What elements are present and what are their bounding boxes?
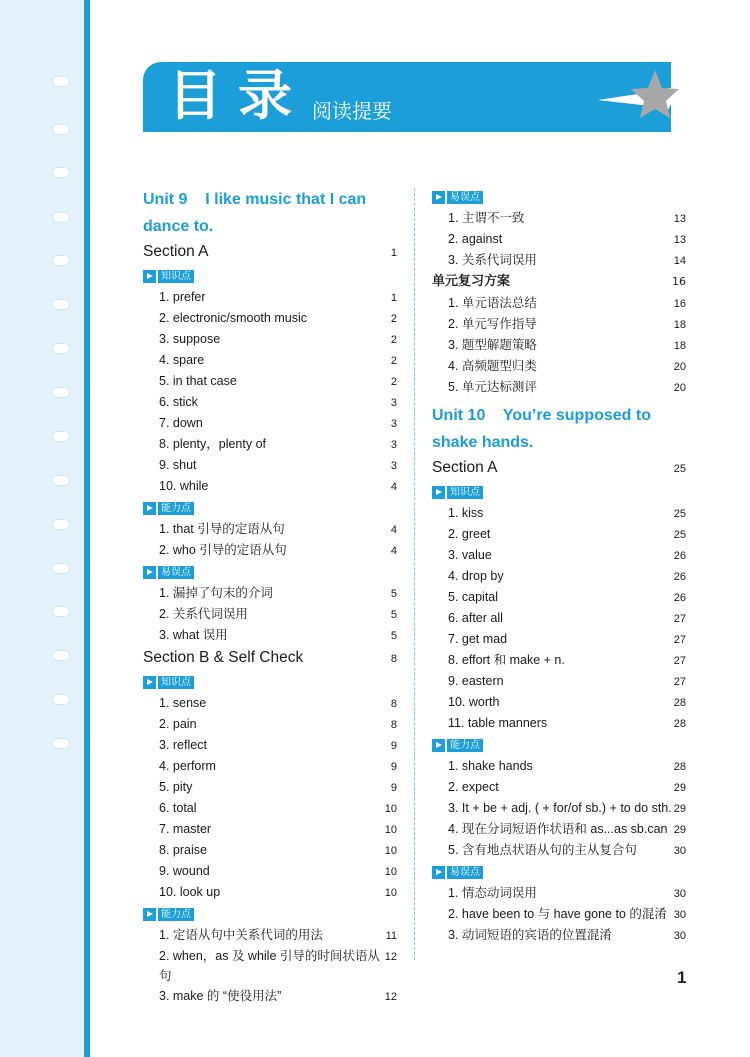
entry-page: 27 [673, 655, 686, 667]
entry-text: 10. look up [159, 885, 221, 899]
toc-entry[interactable] [432, 587, 686, 608]
section-a-heading[interactable] [432, 456, 686, 481]
entry-page: 13 [673, 213, 686, 225]
toc-entry[interactable] [143, 583, 397, 604]
entry-page: 30 [673, 845, 686, 857]
entry-page: 14 [673, 255, 686, 267]
toc-entry[interactable] [143, 714, 397, 735]
toc-entry[interactable] [143, 329, 397, 350]
binder-ring [52, 519, 70, 530]
toc-entry[interactable] [143, 798, 397, 819]
entry-text: 5. in that case [159, 374, 237, 388]
section-page: 8 [390, 653, 397, 665]
entry-text: 1. 定语从句中关系代词的用法 [159, 928, 323, 942]
entry-text: 1. shake hands [448, 759, 533, 773]
toc-entry[interactable] [432, 904, 686, 925]
unit-10-title [432, 402, 686, 456]
toc-entry[interactable] [432, 314, 686, 335]
tag-row [432, 186, 686, 208]
entry-page: 29 [673, 824, 686, 836]
entry-page: 29 [673, 782, 686, 794]
toc-entry[interactable] [143, 371, 397, 392]
entry-page: 26 [673, 571, 686, 583]
entry-text: 2. against [448, 232, 503, 246]
toc-entry[interactable] [432, 566, 686, 587]
entry-page: 10 [384, 803, 397, 815]
entry-text: 6. total [159, 801, 197, 815]
section-page: 25 [673, 463, 686, 475]
toc-entry[interactable] [432, 798, 686, 819]
section-title: Section A [143, 243, 209, 260]
entry-page: 25 [673, 529, 686, 541]
unit-10-title-line2: shake hands. [432, 434, 534, 451]
entry-page: 12 [384, 991, 397, 1003]
entry-page: 30 [673, 930, 686, 942]
binder-ring [52, 124, 70, 135]
unit-9-sections [143, 240, 397, 1007]
entry-text: 4. 现在分词短语作状语和 as...as sb.can [448, 822, 668, 836]
entry-text: 4. drop by [448, 569, 504, 583]
entry-text: 7. down [159, 416, 203, 430]
review-page: 16 [672, 275, 686, 288]
entry-text: 9. wound [159, 864, 210, 878]
toc-entry[interactable] [432, 208, 686, 229]
entry-page: 3 [390, 439, 397, 451]
entry-page: 3 [390, 397, 397, 409]
entry-page: 18 [673, 319, 686, 331]
entry-page: 30 [673, 888, 686, 900]
toc-entry[interactable] [432, 756, 686, 777]
entry-page: 4 [390, 545, 397, 557]
entry-text: 7. get mad [448, 632, 508, 646]
toc-entry[interactable] [432, 335, 686, 356]
toc-entry[interactable] [432, 840, 686, 861]
entry-text: 8. plenty，plenty of [159, 437, 267, 451]
toc-entry[interactable] [143, 693, 397, 714]
entry-text: 3. 关系代词误用 [448, 253, 537, 267]
tag-row [143, 497, 397, 519]
entry-page: 28 [673, 697, 686, 709]
entry-page: 8 [390, 719, 397, 731]
toc-entry[interactable] [143, 819, 397, 840]
binder-ring [52, 694, 70, 705]
entry-page: 20 [673, 382, 686, 394]
binder-ring [52, 343, 70, 354]
toc-entry[interactable] [432, 713, 686, 734]
tag-label: 易误点 [447, 866, 483, 879]
entry-text: 5. pity [159, 780, 193, 794]
toc-entry[interactable] [143, 287, 397, 308]
toc-left-column [143, 186, 397, 1007]
entry-page: 2 [390, 313, 397, 325]
entry-text: 2. 单元写作指导 [448, 317, 537, 331]
entry-page: 8 [390, 698, 397, 710]
toc-entry[interactable] [432, 377, 686, 398]
entry-page: 9 [390, 782, 397, 794]
entry-page: 13 [673, 234, 686, 246]
entry-page: 11 [385, 930, 397, 942]
entry-text: 1. 单元语法总结 [448, 296, 537, 310]
entry-text: 4. 高频题型归类 [448, 359, 537, 373]
play-arrow-icon [143, 566, 156, 579]
unit-10-title-line1: Unit 10 You’re supposed to [432, 407, 651, 424]
toc-entry[interactable] [143, 434, 397, 455]
entry-text: 3. make 的 “使役用法” [159, 989, 282, 1003]
toc-entry[interactable] [432, 229, 686, 250]
play-arrow-icon [432, 191, 445, 204]
entry-text: 7. master [159, 822, 212, 836]
entry-page: 4 [390, 524, 397, 536]
toc-entry[interactable] [143, 735, 397, 756]
binder-strip [0, 0, 90, 1057]
toc-entry[interactable] [143, 308, 397, 329]
binder-ring [52, 255, 70, 266]
section-page: 1 [390, 247, 397, 259]
toc-entry[interactable] [432, 356, 686, 377]
entry-page: 10 [384, 866, 397, 878]
toc-entry[interactable] [143, 986, 397, 1007]
toc-entry[interactable] [143, 413, 397, 434]
binder-ring [52, 299, 70, 310]
tag-row [143, 265, 397, 287]
toc-entry[interactable] [143, 604, 397, 625]
entry-page: 4 [390, 481, 397, 493]
entry-page: 5 [390, 588, 397, 600]
tag-row [143, 671, 397, 693]
binder-ring [52, 167, 70, 178]
toc-entry[interactable] [143, 625, 397, 646]
entry-page: 12 [384, 951, 397, 963]
binder-ring [52, 563, 70, 574]
toc-entry[interactable] [432, 650, 686, 671]
entry-page: 1 [390, 292, 397, 304]
entry-page: 2 [390, 376, 397, 388]
tag-label: 能力点 [158, 908, 194, 921]
entry-text: 2. have been to 与 have gone to 的混淆 [448, 907, 667, 921]
toc-entry[interactable] [432, 608, 686, 629]
entry-text: 2. 关系代词误用 [159, 607, 248, 621]
unit-9-continued [432, 186, 686, 271]
play-arrow-icon [432, 739, 445, 752]
entry-page: 26 [673, 550, 686, 562]
entry-text: 2. greet [448, 527, 491, 541]
entry-page: 30 [673, 909, 686, 921]
entry-text: 3. 题型解题策略 [448, 338, 537, 352]
entry-text: 5. 含有地点状语从句的主从复合句 [448, 843, 637, 857]
entry-text: 3. It + be + adj. ( + for/of sb.) + to do sth. [448, 801, 672, 815]
entry-page: 26 [673, 592, 686, 604]
page-subtitle: 阅读提要 [312, 99, 392, 123]
tag-label: 易误点 [158, 566, 194, 579]
entry-page: 9 [390, 740, 397, 752]
entry-text: 5. capital [448, 590, 499, 604]
review-title: 单元复习方案 [432, 274, 511, 289]
toc-entry[interactable] [432, 925, 686, 946]
unit-10-groups [432, 481, 686, 946]
toc-entry[interactable] [143, 476, 397, 497]
entry-page: 25 [673, 508, 686, 520]
entry-page: 3 [390, 418, 397, 430]
entry-text: 1. 漏掉了句末的介词 [159, 586, 273, 600]
toc-entry[interactable] [432, 777, 686, 798]
entry-page: 2 [390, 334, 397, 346]
column-divider [414, 188, 415, 960]
tag-label: 能力点 [158, 502, 194, 515]
entry-text: 1. prefer [159, 290, 206, 304]
tag-label: 知识点 [158, 676, 194, 689]
review-heading[interactable] [432, 271, 686, 293]
entry-page: 27 [673, 676, 686, 688]
toc-entry[interactable] [143, 519, 397, 540]
binder-ring [52, 650, 70, 661]
entry-page: 10 [384, 824, 397, 836]
entry-text: 4. perform [159, 759, 216, 773]
unit-9-title-line1: Unit 9 I like music that I can [143, 191, 367, 208]
play-arrow-icon [143, 270, 156, 283]
entry-text: 3. what 误用 [159, 628, 228, 642]
toc-entry[interactable] [143, 455, 397, 476]
binder-ring [52, 431, 70, 442]
entry-page: 20 [673, 361, 686, 373]
tag-row [143, 561, 397, 583]
entry-text: 3. suppose [159, 332, 221, 346]
entry-text: 4. spare [159, 353, 205, 367]
play-arrow-icon [143, 676, 156, 689]
entry-text: 10. while [159, 479, 209, 493]
entry-text: 2. expect [448, 780, 499, 794]
toc-entry[interactable] [432, 671, 686, 692]
unit-9-title [143, 186, 397, 240]
unit-9-title-line2: dance to. [143, 218, 214, 235]
toc-entry[interactable] [143, 840, 397, 861]
toc-entry[interactable] [432, 692, 686, 713]
entry-text: 2. who 引导的定语从句 [159, 543, 287, 557]
entry-text: 8. effort 和 make + n. [448, 653, 565, 667]
section-heading[interactable] [143, 646, 397, 671]
binder-ring [52, 475, 70, 486]
entry-page: 29 [673, 803, 686, 815]
entry-page: 5 [390, 630, 397, 642]
section-title: Section B & Self Check [143, 649, 304, 666]
tag-row [143, 903, 397, 925]
review-items [432, 293, 686, 398]
page-number: 1 [677, 968, 687, 987]
entry-text: 2. pain [159, 717, 197, 731]
binder-ring [52, 212, 70, 223]
entry-text: 5. 单元达标测评 [448, 380, 537, 394]
star-icon [598, 64, 680, 134]
entry-text: 3. value [448, 548, 492, 562]
toc-entry[interactable] [432, 883, 686, 904]
entry-text: 11. table manners [448, 716, 548, 730]
entry-page: 27 [673, 634, 686, 646]
binder-rule [84, 0, 90, 1057]
toc-entry[interactable] [143, 350, 397, 371]
entry-text: 9. shut [159, 458, 197, 472]
entry-text: 6. stick [159, 395, 198, 409]
toc-entry[interactable] [432, 819, 686, 840]
play-arrow-icon [432, 866, 445, 879]
play-arrow-icon [143, 908, 156, 921]
play-arrow-icon [432, 486, 445, 499]
entry-text: 1. 主谓不一致 [448, 211, 525, 225]
toc-entry[interactable] [143, 882, 397, 903]
entry-text: 1. kiss [448, 506, 484, 520]
entry-text: 1. sense [159, 696, 207, 710]
toc-entry[interactable] [143, 777, 397, 798]
section-title: Section A [432, 459, 498, 476]
entry-page: 10 [384, 887, 397, 899]
toc-entry[interactable] [143, 925, 397, 946]
toc-entry[interactable] [432, 293, 686, 314]
entry-page: 9 [390, 761, 397, 773]
entry-page: 28 [673, 761, 686, 773]
play-arrow-icon [143, 502, 156, 515]
toc-entry[interactable] [143, 756, 397, 777]
entry-text: 1. that 引导的定语从句 [159, 522, 285, 536]
toc-entry[interactable] [143, 540, 397, 561]
tag-label: 知识点 [158, 270, 194, 283]
toc-entry[interactable] [432, 545, 686, 566]
entry-text: 8. praise [159, 843, 207, 857]
binder-ring [52, 76, 70, 87]
entry-text: 2. when，as 及 while 引导的时间状语从句 [159, 949, 380, 983]
tag-label: 易误点 [447, 191, 483, 204]
toc-entry[interactable] [432, 250, 686, 271]
entry-text: 3. 动词短语的宾语的位置混淆 [448, 928, 612, 942]
entry-text: 2. electronic/smooth music [159, 311, 307, 325]
entry-page: 5 [390, 609, 397, 621]
binder-ring [52, 606, 70, 617]
tag-label: 知识点 [447, 486, 483, 499]
entry-text: 10. worth [448, 695, 500, 709]
toc-entry[interactable] [432, 503, 686, 524]
section-heading[interactable] [143, 240, 397, 265]
entry-page: 2 [390, 355, 397, 367]
tag-row [432, 481, 686, 503]
toc-entry[interactable] [143, 861, 397, 882]
entry-page: 3 [390, 460, 397, 472]
tag-label: 能力点 [447, 739, 483, 752]
entry-page: 10 [384, 845, 397, 857]
tag-row [432, 734, 686, 756]
toc-entry[interactable] [143, 392, 397, 413]
toc-entry[interactable] [143, 946, 397, 986]
entry-text: 9. eastern [448, 674, 504, 688]
toc-entry[interactable] [432, 629, 686, 650]
entry-text: 6. after all [448, 611, 503, 625]
entry-page: 18 [673, 340, 686, 352]
entry-page: 28 [673, 718, 686, 730]
binder-ring [52, 738, 70, 749]
tag-row [432, 861, 686, 883]
toc-entry[interactable] [432, 524, 686, 545]
entry-text: 1. 情态动词误用 [448, 886, 537, 900]
binder-ring [52, 387, 70, 398]
page-title: 目录 [168, 64, 308, 127]
entry-page: 16 [673, 298, 686, 310]
toc-right-column [432, 186, 686, 946]
entry-text: 3. reflect [159, 738, 207, 752]
entry-page: 27 [673, 613, 686, 625]
